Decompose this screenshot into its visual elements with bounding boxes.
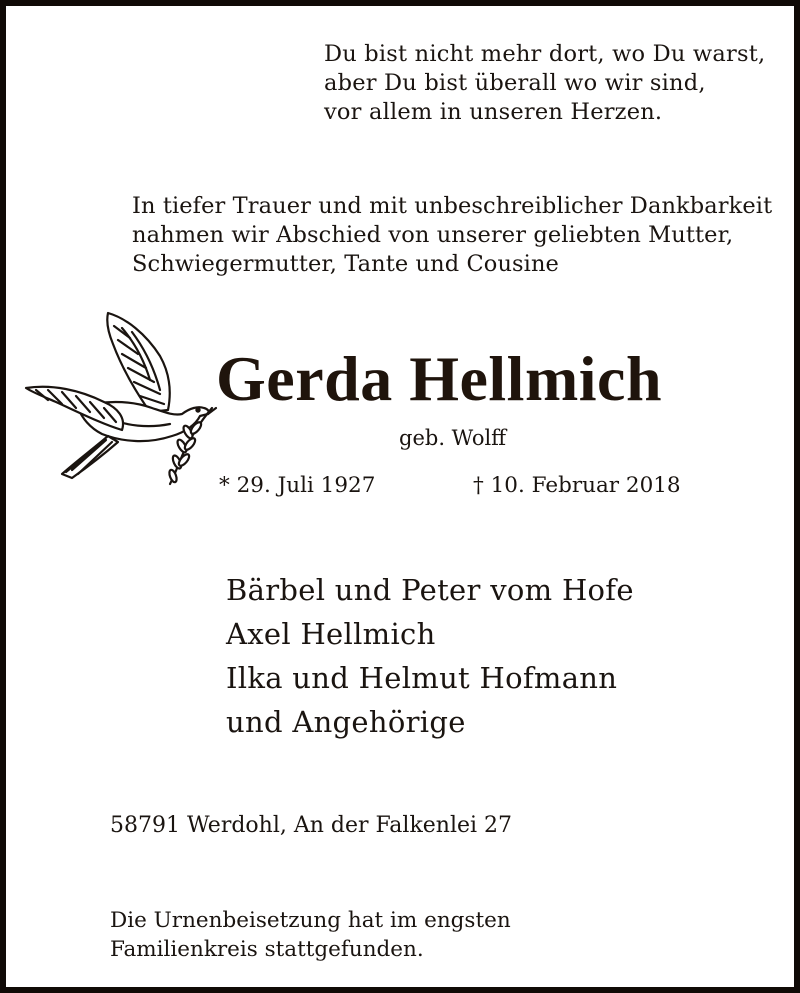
dove-with-olive-branch-icon	[22, 304, 218, 486]
intro-line: nahmen wir Abschied von unserer geliebten Mutter,	[132, 222, 734, 248]
mourner-line: Ilka und Helmut Hofmann	[226, 661, 618, 695]
memorial-poem	[324, 40, 765, 127]
mourner-line: und Angehörige	[226, 705, 466, 739]
mourners-list	[226, 568, 634, 744]
mourner-line: Axel Hellmich	[226, 617, 436, 651]
birth-date: * 29. Juli 1927	[219, 473, 376, 498]
mourner-line: Bärbel und Peter vom Hofe	[226, 573, 634, 607]
poem-line: Du bist nicht mehr dort, wo Du warst,	[324, 41, 766, 67]
closing-line: Die Urnenbeisetzung hat im engsten	[110, 908, 511, 933]
deceased-name: Gerda Hellmich	[216, 343, 663, 414]
intro-line: Schwiegermutter, Tante und Cousine	[132, 251, 559, 277]
intro-line: In tiefer Trauer und mit unbeschreiblicher Dankbarkeit	[132, 193, 773, 219]
maiden-name: geb. Wolff	[399, 426, 507, 450]
family-address: 58791 Werdohl, An der Falkenlei 27	[110, 813, 513, 838]
death-date: † 10. Februar 2018	[473, 473, 681, 498]
intro-text	[132, 192, 772, 279]
burial-notice	[110, 906, 511, 964]
poem-line: vor allem in unseren Herzen.	[324, 99, 663, 125]
closing-line: Familienkreis stattgefunden.	[110, 937, 424, 962]
poem-line: aber Du bist überall wo wir sind,	[324, 70, 706, 96]
